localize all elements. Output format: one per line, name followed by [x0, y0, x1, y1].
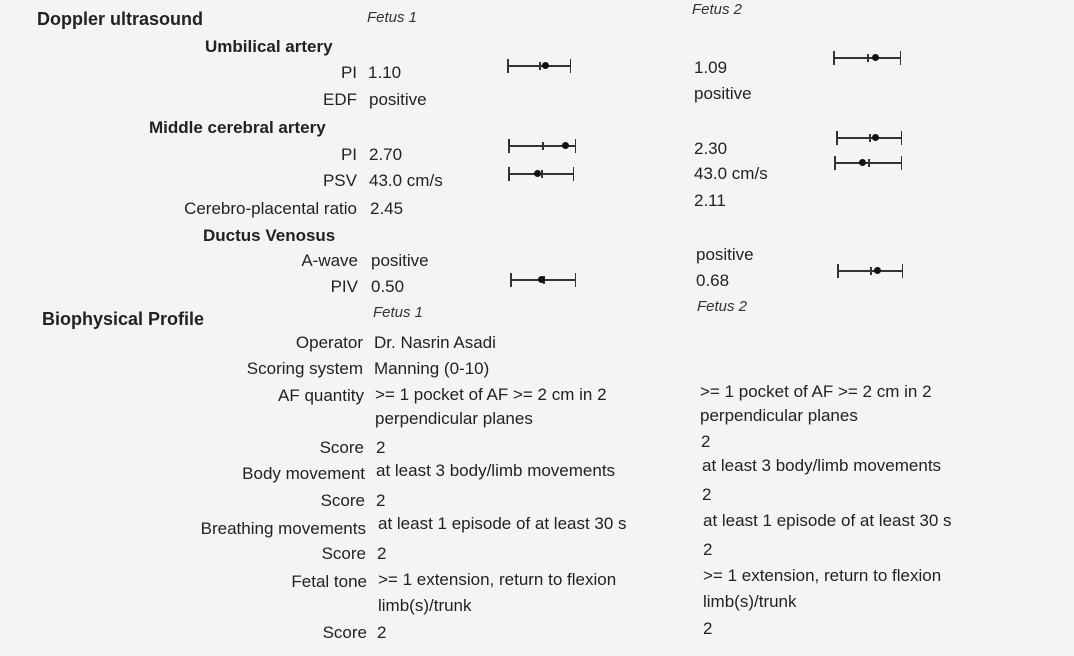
dv-awave-fetus2: positive: [696, 245, 754, 264]
fetus1-header: Fetus 1: [367, 9, 418, 26]
dv-awave-fetus1: positive: [371, 251, 429, 270]
gauge-mid-tick: [870, 267, 872, 275]
gauge-left-cap: [837, 264, 839, 278]
gauge-right-cap: [575, 273, 577, 287]
mca-cpr-fetus1: 2.45: [370, 199, 404, 218]
body-movement-fetus1: at least 3 body/limb movements: [376, 461, 616, 480]
breathing-fetus2: at least 1 episode of at least 30 s: [703, 511, 952, 530]
af-quantity-fetus2: >= 1 pocket of AF >= 2 cm in 2 perpendicular planes: [700, 382, 932, 425]
body-score-fetus2: 2: [702, 485, 712, 504]
body-movement-fetus2: at least 3 body/limb movements: [702, 456, 942, 475]
dv-awave-label: A-wave: [301, 251, 358, 270]
dv-piv-label: PIV: [330, 277, 358, 296]
af-quantity-label: AF quantity: [278, 386, 364, 405]
mca-psv-fetus2: 43.0 cm/s: [694, 164, 768, 183]
gauge-right-cap: [573, 167, 575, 181]
mca-pi-fetus2-gauge: [836, 131, 902, 145]
ductus-title: Ductus Venosus: [203, 226, 336, 245]
mca-pi-label: PI: [340, 145, 357, 164]
gauge-left-cap: [836, 131, 838, 145]
gauge-left-cap: [834, 156, 836, 170]
breathing-fetus1: at least 1 episode of at least 30 s: [378, 514, 627, 533]
gauge-right-cap: [900, 51, 902, 65]
breathing-score-label: Score: [321, 544, 366, 563]
gauge-value-dot: [562, 142, 569, 149]
ua-pi-fetus1-gauge: [507, 59, 571, 73]
umbilical-artery-title: Umbilical artery: [205, 37, 333, 56]
breathing-label: Breathing movements: [200, 519, 366, 538]
ua-edf-fetus1: positive: [369, 90, 427, 109]
bpp-fetus2-header: Fetus 2: [697, 298, 748, 315]
gauge-mid-tick: [542, 142, 544, 150]
gauge-mid-tick: [869, 134, 871, 142]
tone-score-label: Score: [322, 623, 367, 642]
tone-score-fetus1: 2: [377, 623, 387, 642]
gauge-left-cap: [508, 167, 510, 181]
gauge-right-cap: [901, 156, 903, 170]
mca-pi-fetus2: 2.30: [694, 139, 728, 158]
operator-label: Operator: [295, 333, 363, 352]
fetal-tone-fetus2: >= 1 extension, return to flexion limb(s)/trunk: [703, 566, 942, 611]
gauge-mid-tick: [541, 170, 543, 178]
gauge-value-dot: [872, 134, 879, 141]
scoring-system-label: Scoring system: [246, 359, 363, 378]
fetal-tone-fetus1: >= 1 extension, return to flexion limb(s)/trunk: [378, 570, 617, 615]
mca-psv-fetus1: 43.0 cm/s: [369, 171, 443, 190]
body-score-label: Score: [320, 491, 365, 510]
af-score-fetus2: 2: [701, 432, 711, 451]
dv-piv-fetus1: 0.50: [371, 277, 405, 296]
gauge-value-dot: [874, 267, 881, 274]
breathing-score-fetus2: 2: [703, 540, 713, 559]
af-score-fetus1: 2: [376, 438, 386, 457]
dv-piv-fetus1-gauge: [510, 273, 576, 287]
scoring-system-value: Manning (0-10): [374, 359, 490, 378]
gauge-value-dot: [859, 159, 866, 166]
mca-pi-fetus1-gauge: [508, 139, 576, 153]
body-movement-label: Body movement: [242, 464, 365, 483]
fetus2-header: Fetus 2: [692, 1, 743, 18]
gauge-mid-tick: [867, 54, 869, 62]
gauge-mid-tick: [539, 62, 541, 70]
dv-piv-fetus2-gauge: [837, 264, 903, 278]
mca-psv-fetus1-gauge: [508, 167, 574, 181]
mca-psv-fetus2-gauge: [834, 156, 902, 170]
gauge-left-cap: [510, 273, 512, 287]
ua-pi-fetus1: 1.10: [368, 63, 402, 82]
gauge-left-cap: [507, 59, 509, 73]
bpp-fetus1-header: Fetus 1: [373, 304, 424, 321]
mca-cpr-fetus2: 2.11: [694, 191, 726, 210]
tone-score-fetus2: 2: [703, 619, 713, 638]
doppler-title: Doppler ultrasound: [37, 9, 203, 29]
af-quantity-fetus1: >= 1 pocket of AF >= 2 cm in 2 perpendicular planes: [375, 385, 607, 428]
mca-cpr-label: Cerebro-placental ratio: [184, 199, 357, 218]
ua-pi-fetus2: 1.09: [694, 58, 728, 77]
ua-pi-fetus2-gauge: [833, 51, 901, 65]
body-score-fetus1: 2: [376, 491, 386, 510]
gauge-right-cap: [575, 139, 577, 153]
gauge-value-dot: [872, 54, 879, 61]
mca-psv-label: PSV: [322, 171, 357, 190]
gauge-mid-tick: [868, 159, 870, 167]
bpp-title: Biophysical Profile: [42, 309, 205, 329]
gauge-right-cap: [570, 59, 572, 73]
gauge-right-cap: [901, 131, 903, 145]
gauge-right-cap: [902, 264, 904, 278]
af-score-label: Score: [319, 438, 364, 457]
breathing-score-fetus1: 2: [377, 544, 387, 563]
ua-pi-label: PI: [340, 63, 357, 82]
mca-pi-fetus1: 2.70: [369, 145, 403, 164]
mca-title: Middle cerebral artery: [149, 118, 326, 137]
operator-value: Dr. Nasrin Asadi: [374, 333, 496, 352]
gauge-left-cap: [508, 139, 510, 153]
ua-edf-label: EDF: [323, 90, 357, 109]
ua-edf-fetus2: positive: [694, 84, 752, 103]
gauge-value-dot: [542, 62, 549, 69]
fetal-tone-label: Fetal tone: [291, 572, 367, 591]
gauge-left-cap: [833, 51, 835, 65]
dv-piv-fetus2: 0.68: [696, 271, 730, 290]
